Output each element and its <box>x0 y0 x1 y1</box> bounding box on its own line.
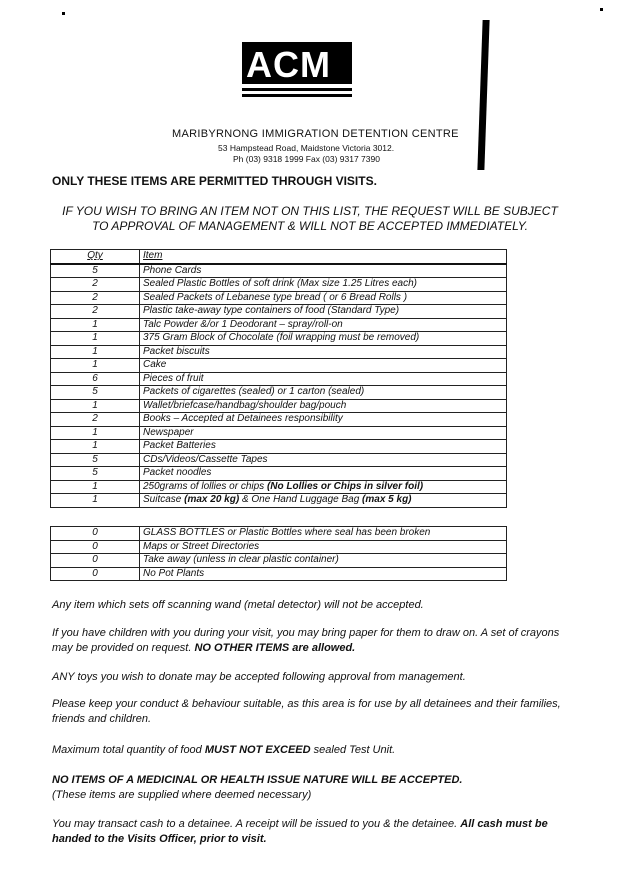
centre-phone: Ph (03) 9318 1999 Fax (03) 9317 7390 <box>233 154 380 164</box>
scan-speck <box>600 8 603 11</box>
table-row: 1 Cake <box>51 359 507 373</box>
table-row: 1 Packet Batteries <box>51 440 507 454</box>
note-conduct: Please keep your conduct & behaviour suitable, as this area is for use by all detainees and their families, friends and children. <box>52 698 561 725</box>
table-row: 0 Maps or Street Directories <box>51 540 507 554</box>
note-medicinal: NO ITEMS OF A MEDICINAL OR HEALTH ISSUE NATURE WILL BE ACCEPTED. <box>52 774 463 786</box>
table-row: 1 375 Gram Block of Chocolate (foil wrapping must be removed) <box>51 332 507 346</box>
table-row: 5 Packets of cigarettes (sealed) or 1 carton (sealed) <box>51 386 507 400</box>
table-row: 2 Sealed Packets of Lebanese type bread ( or 6 Bread Rolls ) <box>51 291 507 305</box>
table-row: 1 Packet biscuits <box>51 345 507 359</box>
qty-header: Qty <box>51 250 140 264</box>
note-toys: ANY toys you wish to donate may be accepted following approval from management. <box>52 671 466 683</box>
permitted-items-table <box>50 249 507 508</box>
table-header-row <box>51 250 507 264</box>
table-row: 6 Pieces of fruit <box>51 372 507 386</box>
table-row: 1 Talc Powder &/or 1 Deodorant – spray/roll-on <box>51 318 507 332</box>
table-row: 5 Phone Cards <box>51 264 507 278</box>
table-row: 2 Books – Accepted at Detainees responsibility <box>51 413 507 427</box>
table-row: 1 250grams of lollies or chips (No Lollies or Chips in silver foil) <box>51 480 507 494</box>
table-row: 5 Packet noodles <box>51 467 507 481</box>
item-header: Item <box>140 250 507 264</box>
acm-logo: ACM <box>242 42 352 100</box>
table-row: 2 Plastic take-away type containers of food (Standard Type) <box>51 305 507 319</box>
scan-edge-mark <box>477 20 489 170</box>
excluded-items-table <box>50 526 507 581</box>
note-children: If you have children with you during your visit, you may bring paper for them to draw on. A set of crayons may be provided on request. NO OTHER ITEMS are allowed. <box>52 627 560 654</box>
note-cash: You may transact cash to a detainee. A receipt will be issued to you & the detainee. All cash must be handed to the Visits Officer, prior to visit. <box>52 818 548 845</box>
note-food-limit: Maximum total quantity of food MUST NOT EXCEED sealed Test Unit. <box>52 744 396 756</box>
notice-title: ONLY THESE ITEMS ARE PERMITTED THROUGH VISITS. <box>52 174 377 188</box>
table-row: 2 Sealed Plastic Bottles of soft drink (Max size 1.25 Litres each) <box>51 278 507 292</box>
table-row: 5 CDs/Videos/Cassette Tapes <box>51 453 507 467</box>
table-row: 1 Suitcase (max 20 kg) & One Hand Luggage Bag (max 5 kg) <box>51 494 507 508</box>
table-row: 0 No Pot Plants <box>51 567 507 581</box>
table-row: 1 Newspaper <box>51 426 507 440</box>
table-row: 1 Wallet/briefcase/handbag/shoulder bag/pouch <box>51 399 507 413</box>
table-row: 0 Take away (unless in clear plastic container) <box>51 554 507 568</box>
scan-speck <box>62 12 65 15</box>
note-scanning-wand: Any item which sets off scanning wand (metal detector) will not be accepted. <box>52 599 424 611</box>
centre-address: 53 Hampstead Road, Maidstone Victoria 3012. <box>218 143 395 153</box>
note-medicinal-sub: (These items are supplied where deemed necessary) <box>52 789 312 801</box>
centre-name: MARIBYRNONG IMMIGRATION DETENTION CENTRE <box>172 128 459 140</box>
table-row: 0 GLASS BOTTLES or Plastic Bottles where seal has been broken <box>51 527 507 541</box>
notice-subtitle: IF YOU WISH TO BRING AN ITEM NOT ON THIS LIST, THE REQUEST WILL BE SUBJECT TO APPROVAL OF MANAGEMENT & WILL NOT BE ACCEPTED IMMEDIATELY. <box>62 204 558 233</box>
